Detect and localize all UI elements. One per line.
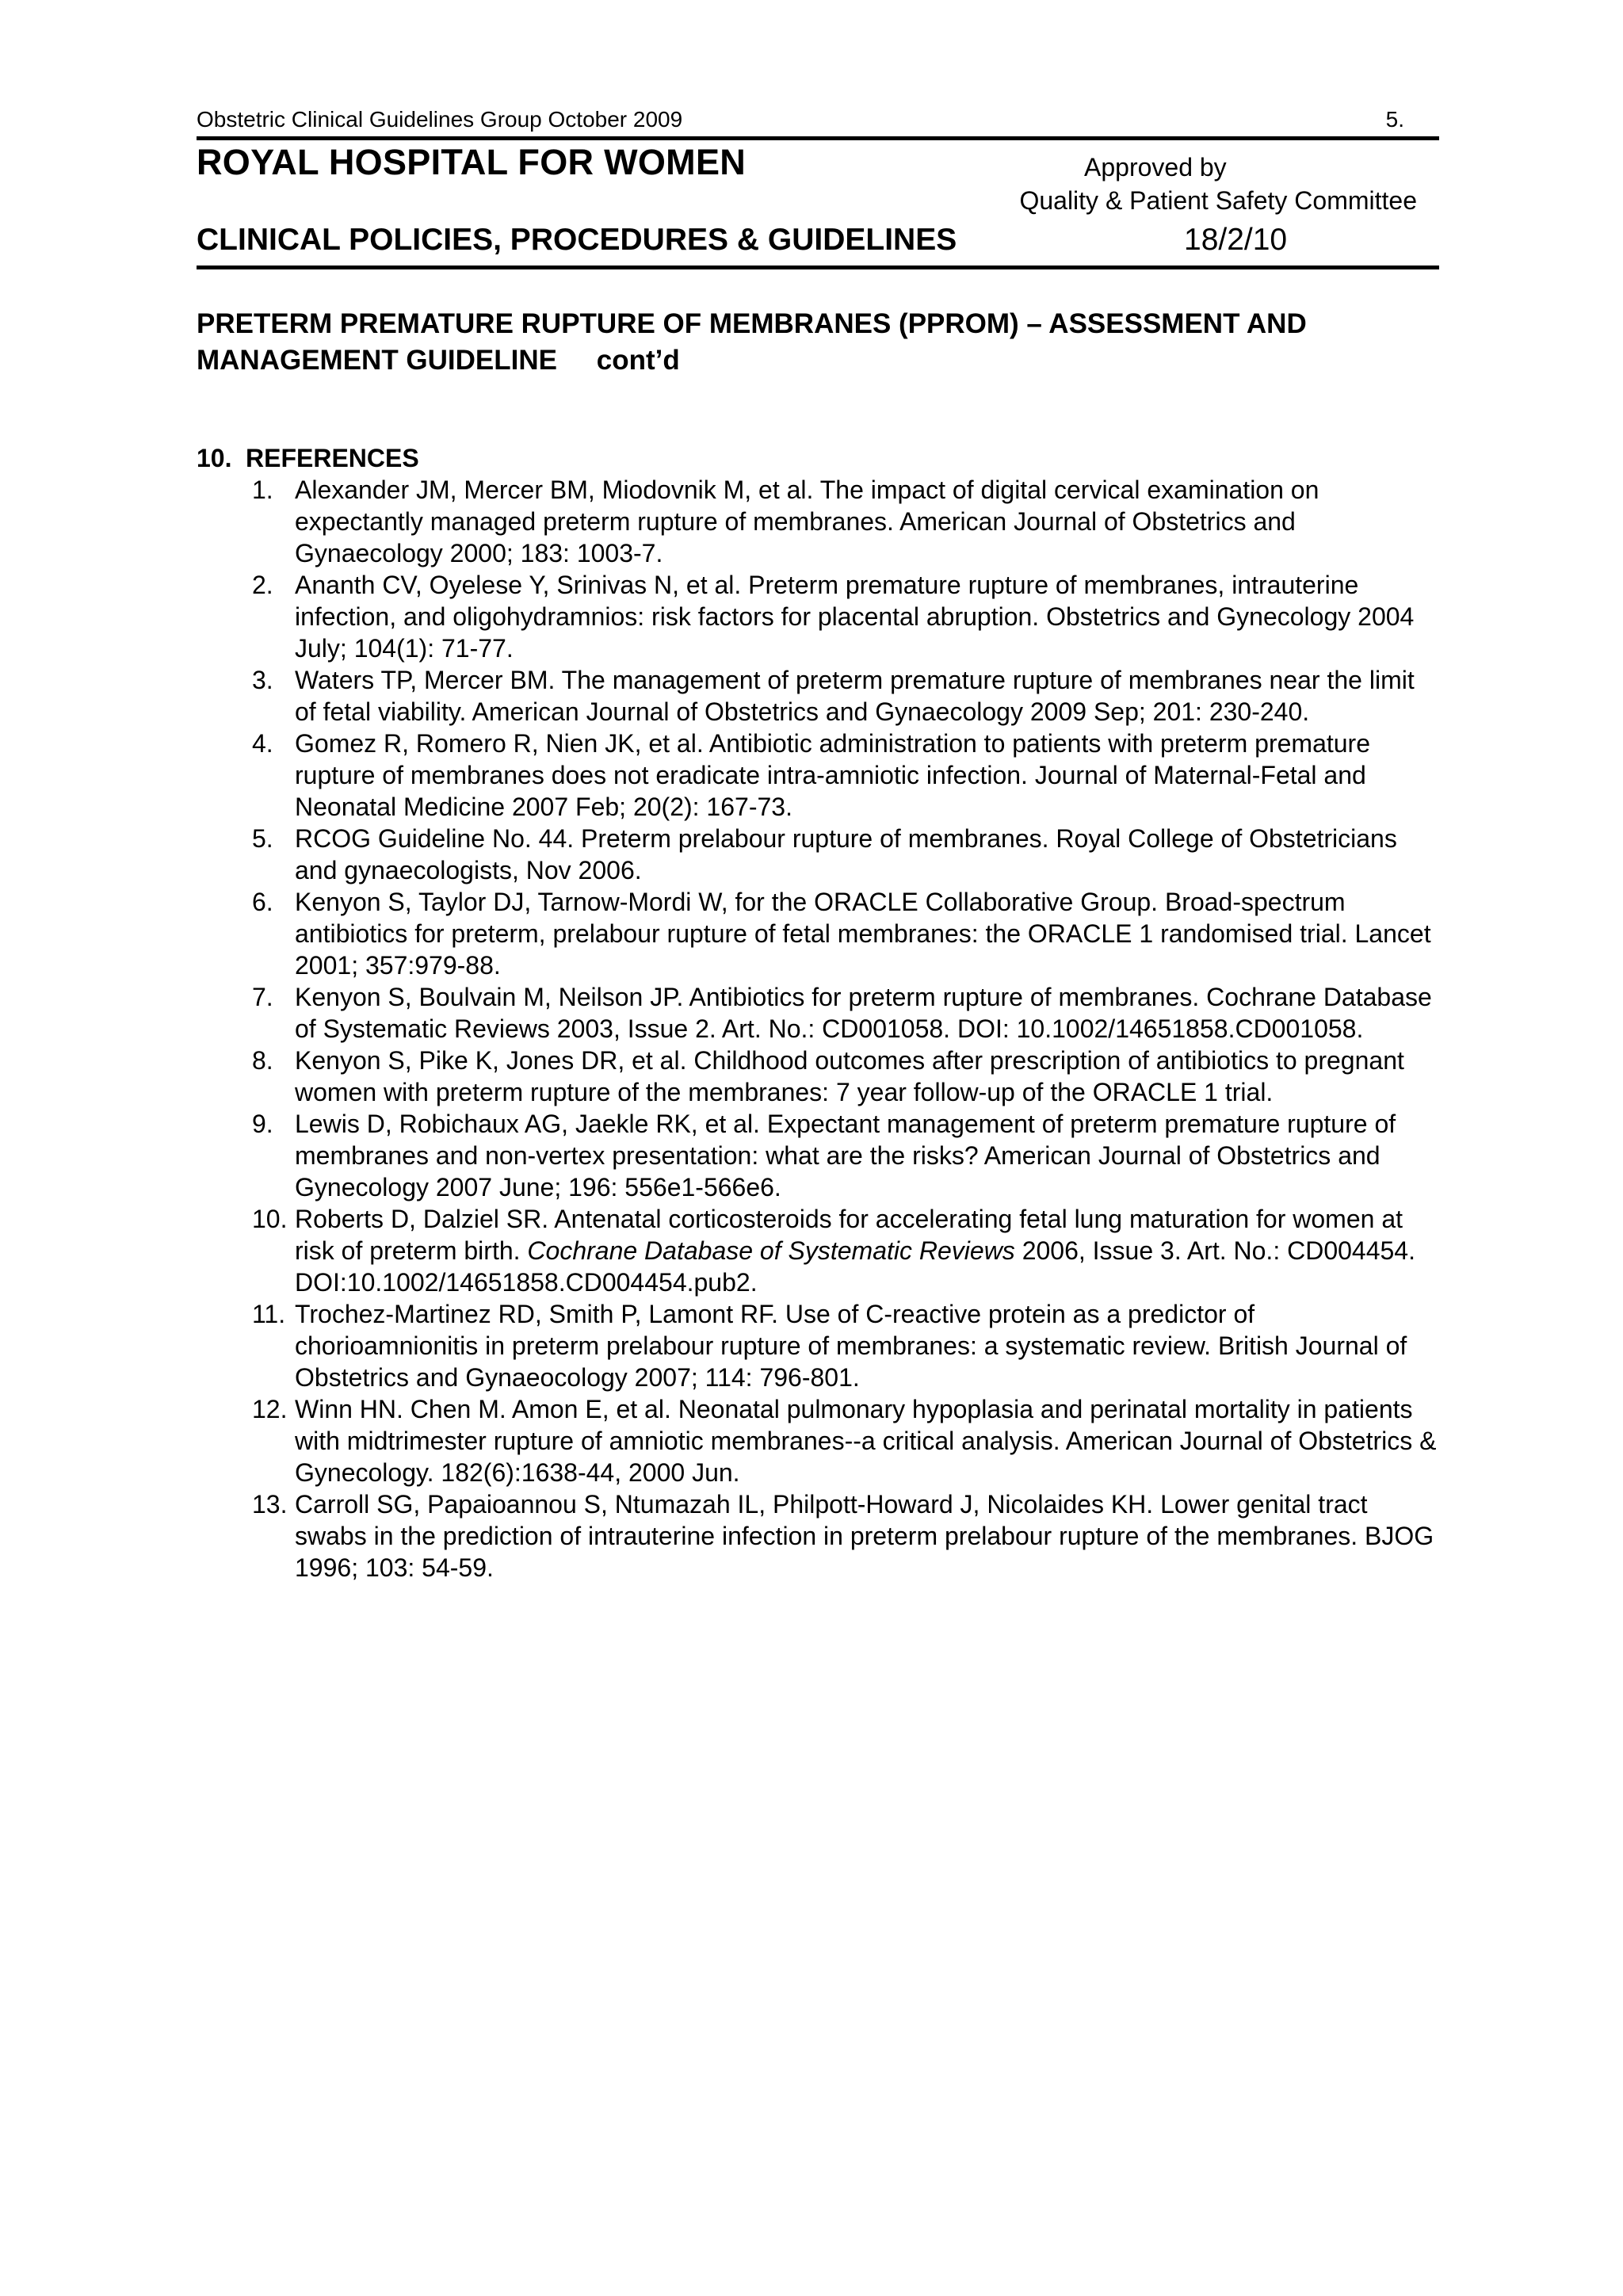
reference-text: Alexander JM, Mercer BM, Miodovnik M, et al. The impact of digital cervical examination on expectantly managed preterm rupture of membranes. American Journal of Obstetrics and Gynaecology 2000; 183: 1003-7. <box>295 476 1319 567</box>
reference-number: 9. <box>252 1110 273 1138</box>
reference-text: Lewis D, Robichaux AG, Jaekle RK, et al. Expectant management of preterm premature rupture of membranes and non-vertex presentation: what are the risks? American Journal of Obstetrics and Gynecology 2007 June; 196: 556e1-566e6. <box>295 1110 1396 1201</box>
header-committee-row <box>197 186 1439 220</box>
reference-number: 6. <box>252 888 273 916</box>
header-bottom-rule <box>197 266 1439 269</box>
references-heading <box>197 442 1439 474</box>
approval-date: 18/2/10 <box>1184 223 1288 257</box>
reference-number: 2. <box>252 571 273 599</box>
document-page <box>197 103 1439 1584</box>
reference-text <box>295 1203 1439 1298</box>
policies-heading: CLINICAL POLICIES, PROCEDURES & GUIDELINES <box>197 223 957 257</box>
reference-item <box>197 981 1439 1045</box>
reference-number: 8. <box>252 1046 273 1075</box>
reference-text: Gomez R, Romero R, Nien JK, et al. Antibiotic administration to patients with preterm premature rupture of membranes does not eradicate intra-amniotic infection. Journal of Maternal-Fetal and Neonatal Medicine 2007 Feb; 20(2): 167-73. <box>295 729 1370 821</box>
reference-item <box>197 1203 1439 1298</box>
reference-number: 12. <box>252 1395 288 1423</box>
reference-item <box>197 823 1439 886</box>
reference-text: Carroll SG, Papaioannou S, Ntumazah IL, Philpott-Howard J, Nicolaides KH. Lower genital tract swabs in the prediction of intrauterine infection in preterm prelabour rupture of the membranes. BJOG 1996; 103: 54-59. <box>295 1490 1434 1582</box>
hospital-name: ROYAL HOSPITAL FOR WOMEN <box>197 142 747 182</box>
reference-number: 1. <box>252 476 273 504</box>
committee-name: Quality & Patient Safety Committee <box>1019 186 1417 215</box>
header-policies-row <box>197 220 1439 266</box>
reference-item <box>197 1045 1439 1108</box>
header-hospital-row <box>197 140 1439 186</box>
references-section-number: 10. <box>197 444 232 472</box>
guidelines-group-line: Obstetric Clinical Guidelines Group October 2009 <box>197 107 683 132</box>
reference-number: 7. <box>252 983 273 1011</box>
reference-number: 10. <box>252 1205 288 1233</box>
reference-item <box>197 664 1439 728</box>
reference-item <box>197 1488 1439 1584</box>
reference-text: RCOG Guideline No. 44. Preterm prelabour rupture of membranes. Royal College of Obstetricians and gynaecologists, Nov 2006. <box>295 824 1397 884</box>
reference-text-part: 2006, Issue 3. Art. No.: CD004454. DOI:10.1002/14651858.CD004454.pub2. <box>295 1236 1415 1297</box>
reference-number: 4. <box>252 729 273 758</box>
reference-text: Waters TP, Mercer BM. The management of preterm premature rupture of membranes near the limit of fetal viability. American Journal of Obstetrics and Gynaecology 2009 Sep; 201: 230-240. <box>295 666 1415 726</box>
reference-number: 3. <box>252 666 273 694</box>
reference-item <box>197 1298 1439 1393</box>
reference-item <box>197 886 1439 981</box>
references-heading-text: REFERENCES <box>246 444 419 472</box>
reference-item <box>197 474 1439 569</box>
reference-item <box>197 569 1439 664</box>
approved-by-label: Approved by <box>1084 153 1227 181</box>
document-title <box>197 306 1439 379</box>
reference-text: Ananth CV, Oyelese Y, Srinivas N, et al. Preterm premature rupture of membranes, intrauterine infection, and oligohydramnios: risk factors for placental abruption. Obstetrics and Gynecology 2004 July; 104(1): 71-77. <box>295 571 1415 663</box>
reference-text: Trochez-Martinez RD, Smith P, Lamont RF. Use of C-reactive protein as a predictor of chorioamnionitis in preterm prelabour rupture of membranes: a systematic review. British Journal of Obstetrics and Gynaeocology 2007; 114: 796-801. <box>295 1300 1407 1392</box>
reference-item <box>197 728 1439 823</box>
references-list <box>197 474 1439 1584</box>
reference-number: 11. <box>252 1300 286 1328</box>
document-title-text: PRETERM PREMATURE RUPTURE OF MEMBRANES (PPROM) – ASSESSMENT AND MANAGEMENT GUIDELINE <box>197 308 1307 376</box>
page-number: 5. <box>1385 107 1404 132</box>
reference-text: Kenyon S, Taylor DJ, Tarnow-Mordi W, for the ORACLE Collaborative Group. Broad-spectrum antibiotics for preterm, prelabour rupture of fetal membranes: the ORACLE 1 randomised trial. Lancet 2001; 357:979-88. <box>295 888 1431 980</box>
reference-journal-italic: Cochrane Database of Systematic Reviews <box>527 1236 1015 1265</box>
reference-item <box>197 1393 1439 1488</box>
running-header <box>197 103 1439 136</box>
reference-text: Kenyon S, Boulvain M, Neilson JP. Antibiotics for preterm rupture of membranes. Cochrane Database of Systematic Reviews 2003, Issue 2. Art. No.: CD001058. DOI: 10.1002/14651858.CD001058. <box>295 983 1432 1043</box>
reference-number: 13. <box>252 1490 288 1519</box>
reference-text: Winn HN. Chen M. Amon E, et al. Neonatal pulmonary hypoplasia and perinatal mortality in patients with midtrimester rupture of amniotic membranes--a critical analysis. American Journal of Obstetrics & Gynecology. 182(6):1638-44, 2000 Jun. <box>295 1395 1437 1487</box>
document-title-suffix: cont’d <box>596 345 680 376</box>
reference-text: Kenyon S, Pike K, Jones DR, et al. Childhood outcomes after prescription of antibiotics to pregnant women with preterm rupture of the membranes: 7 year follow-up of the ORACLE 1 trial. <box>295 1046 1404 1106</box>
reference-item <box>197 1108 1439 1203</box>
reference-number: 5. <box>252 824 273 853</box>
reference-text-part: Roberts D, Dalziel SR. Antenatal corticosteroids for accelerating fetal lung maturation for women at risk of preterm birth. <box>295 1205 1403 1265</box>
